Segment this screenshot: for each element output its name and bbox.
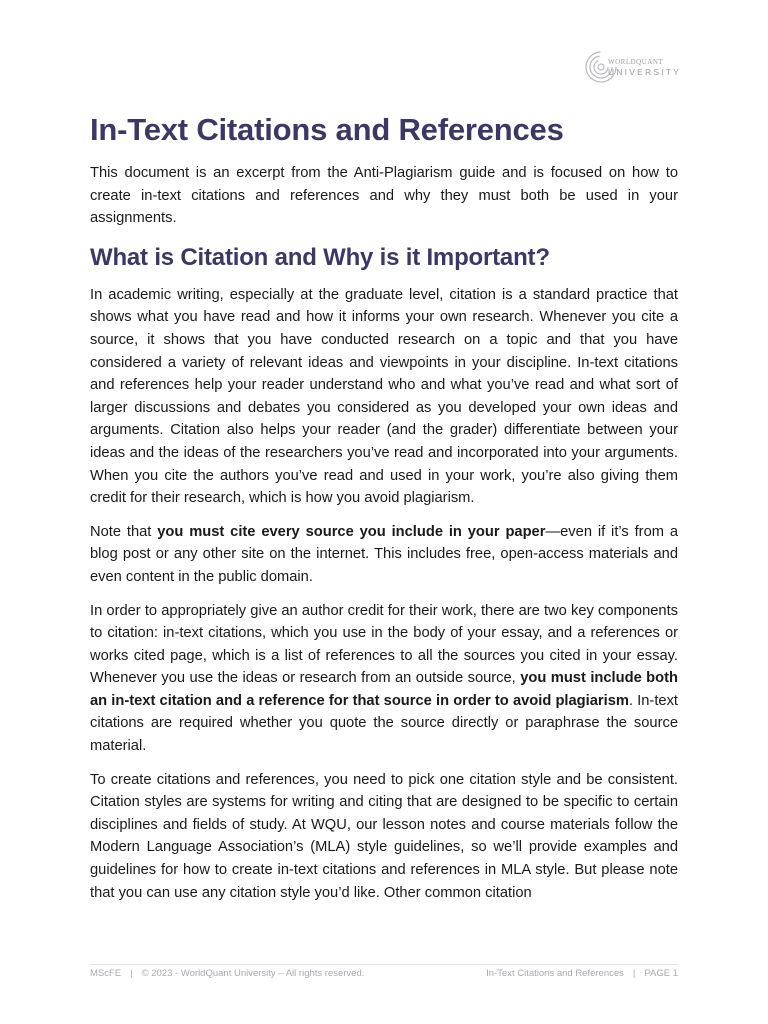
paragraph-text: —even if it’s from a blog post or any other site on the internet. This includes free, open-access materials and even content in the public domain.	[90, 523, 678, 585]
document-body	[90, 112, 678, 915]
footer-doc-title: In-Text Citations and References	[486, 968, 624, 979]
intro-paragraph: This document is an excerpt from the Anti-Plagiarism guide and is focused on how to create in-text citations and references and why they must both be used in your assignments.	[90, 165, 678, 227]
footer-copyright: © 2023 - WorldQuant University – All rights reserved.	[141, 968, 365, 979]
footer-left	[90, 968, 364, 979]
paragraph-text: In order to appropriately give an author credit for their work, there are two key components to citation: in-text citations, which you use in the body of your essay, and a references or works cited page, which is a list of references to all the sources you cited in your essay. Whenever you use the ideas or research from an outside source,	[90, 602, 678, 687]
paragraph-citation-components	[90, 600, 678, 758]
paragraph-text: Note that	[90, 523, 158, 540]
emphasis-text: you must include both an in-text citation and a reference for that source in order to avoid plagiarism	[90, 670, 678, 709]
page-footer	[90, 964, 678, 979]
footer-separator: |	[130, 968, 133, 979]
paragraph-citation-styles: To create citations and references, you need to pick one citation style and be consistent. Citation styles are systems for writing and citing that are designed to be specific to certain disciplines and fields of study. At WQU, our lesson notes and course materials follow the Modern Language Association’s (MLA) style guidelines, so we’ll provide examples and guidelines for how to create in-text citations and references in MLA style. But please note that you can use any citation style you’d like. Other common citation	[90, 771, 678, 901]
logo-wordmark-top: WORLDQUANT	[608, 58, 664, 66]
footer-program: MScFE	[90, 968, 122, 979]
paragraph-text: . In-text citations are required whether you quote the source directly or paraphrase the source material.	[90, 692, 678, 755]
footer-separator: |	[632, 968, 636, 979]
section-heading: What is Citation and Why is it Important?	[90, 243, 550, 271]
footer-page-number: PAGE 1	[644, 968, 678, 979]
worldquant-logo	[584, 50, 684, 84]
paragraph-cite-every-source	[90, 521, 678, 589]
logo-wordmark-bottom: UNIVERSITY	[608, 67, 682, 77]
footer-right	[486, 968, 678, 979]
paragraph-citation-purpose: In academic writing, especially at the graduate level, citation is a standard practice that shows what you have read and how it informs your own research. Whenever you cite a source, it shows that you have conducted research on a topic and that you have considered a variety of relevant ideas and viewpoints in your discipline. In-text citations and references help your reader understand who and what you’ve read and what sort of larger discussions and debates you considered as you developed your own ideas and arguments. Citation also helps your reader (and the grader) differentiate between your ideas and the ideas of the researchers you’ve read and incorporated into your arguments. When you cite the authors you’ve read and used in your work, you’re also giving them credit for their research, which is how you avoid plagiarism.	[90, 286, 678, 507]
emphasis-text: you must cite every source you include in your paper	[157, 523, 546, 540]
page-title: In-Text Citations and References	[90, 112, 564, 147]
